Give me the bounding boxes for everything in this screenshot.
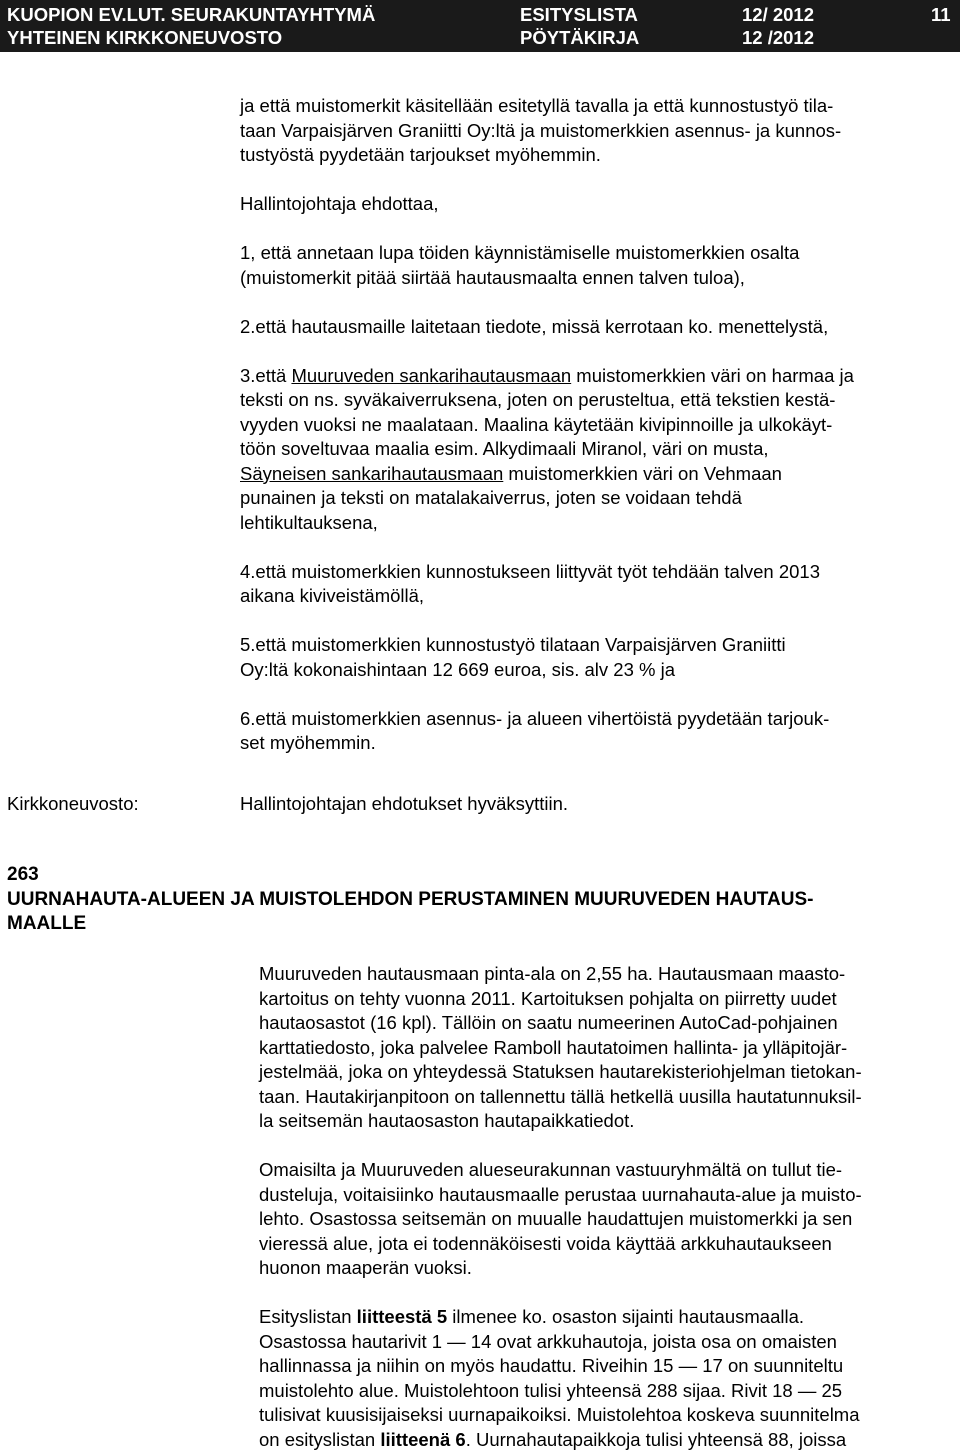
header-council: YHTEINEN KIRKKONEUVOSTO — [7, 27, 283, 48]
proposal-item-2: 2.että hautausmaille laitetaan tiedote, missä kerrotaan ko. menettelystä, — [240, 315, 829, 337]
attachment-reference: liitteenä 6 — [380, 1428, 466, 1450]
text-line: dusteluja, voitaisiinko hautausmaalle perustaa uurnahauta-alue ja muisto- — [259, 1183, 862, 1205]
previous-item-continuation — [240, 94, 920, 756]
text-line: hallinnassa ja niihin on myös haudattu. Riveihin 15 — 17 on suunniteltu — [259, 1355, 844, 1376]
text-line: muistolehto alue. Muistolehtoon tulisi yhteensä 288 sijaa. Rivit 18 — 25 — [259, 1379, 843, 1401]
section-title-line: MAALLE — [7, 913, 87, 934]
text-line: taan Varpaisjärven Graniitti Oy:ltä ja muistomerkkien asennus- ja kunnos- — [240, 119, 842, 141]
proposal-item-1: 1, että annetaan lupa töiden käynnistämiselle muistomerkkien osalta — [240, 242, 800, 263]
text-span: on esityslistan — [259, 1428, 381, 1450]
text-line: punainen ja teksti on matalakaiverrus, joten se voidaan tehdä — [240, 487, 742, 508]
header-minutes-number: 12 /2012 — [742, 27, 815, 48]
text-line: lehtikultauksena, — [240, 511, 378, 533]
text-line: kartoitus on tehty vuonna 2011. Kartoituksen pohjalta on piirretty uudet — [259, 987, 837, 1009]
text-line: hautaosastot (16 kpl). Tällöin on saatu numeerinen AutoCad-pohjainen — [259, 1012, 838, 1033]
text-line: huonon maaperän vuoksi. — [259, 1257, 472, 1278]
paragraph-1 — [259, 962, 939, 1134]
proposal-item-1-cont: (muistomerkit pitää siirtää hautausmaalta ennen talven tuloa), — [240, 266, 745, 288]
text-span: Esityslistan — [259, 1306, 357, 1327]
proposal-item-6: 6.että muistomerkkien asennus- ja alueen vihertöistä pyydetään tarjouk- — [240, 707, 830, 729]
proposal-item-3 — [240, 364, 920, 389]
text-line: töön soveltuvaa maalia esim. Alkydimaali Miranol, väri on musta, — [240, 438, 769, 459]
proposal-intro: Hallintojohtaja ehdottaa, — [240, 193, 439, 214]
text-line: vieressä alue, jota ei todennäköisesti voida käyttää arkkuhautaukseen — [259, 1232, 832, 1254]
header-doc-type-agenda: ESITYSLISTA — [520, 4, 638, 25]
proposal-item-4: 4.että muistomerkkien kunnostukseen liittyvät työt tehdään talven 2013 — [240, 560, 821, 582]
underlined-cemetery-name: Säyneisen sankarihautausmaan — [240, 462, 504, 484]
attachment-reference: liitteestä 5 — [356, 1306, 448, 1327]
text-span: muistomerkkien väri on harmaa ja — [571, 364, 854, 386]
text-line: lehto. Osastossa seitsemän on muualle haudattujen muistomerkki ja sen — [259, 1208, 853, 1229]
underlined-cemetery-name: Muuruveden sankarihautausmaan — [291, 364, 572, 386]
text-line: Muuruveden hautausmaan pinta-ala on 2,55 ha. Hautausmaan maasto- — [259, 963, 846, 984]
decision-label: Kirkkoneuvosto: — [7, 793, 139, 814]
text-line — [259, 1305, 939, 1330]
text-line: karttatiedosto, joka palvelee Ramboll hautatoimen hallinta- ja ylläpitojär- — [259, 1036, 848, 1058]
decision-text: Hallintojohtajan ehdotukset hyväksyttiin. — [240, 793, 569, 814]
text-line — [240, 462, 920, 487]
text-line: vyyden vuoksi ne maalataan. Maalina käytetään kivipinnoille ja ulkokäyt- — [240, 413, 833, 435]
text-span: muistomerkkien väri on Vehmaan — [503, 462, 782, 484]
text-span: ilmenee ko. osaston sijainti hautausmaalla. — [447, 1306, 805, 1327]
section-body — [259, 962, 939, 1452]
text-line: teksti on ns. syväkaiverruksena, joten on perusteltua, että tekstien kestä- — [240, 389, 836, 410]
section-number: 263 — [7, 864, 39, 885]
section-title-line: UURNAHAUTA-ALUEEN JA MUISTOLEHDON PERUSTAMINEN MUURUVEDEN HAUTAUS- — [7, 888, 814, 910]
paragraph-3 — [259, 1305, 939, 1452]
page-number: 11 — [931, 4, 951, 25]
text-line: tulisivat kuusisijaiseksi uurnapaikoiksi. Muistolehtoa koskeva suunnitelma — [259, 1404, 860, 1425]
header-agenda-number: 12/ 2012 — [742, 4, 815, 25]
paragraph-2 — [259, 1158, 939, 1281]
header-organization: KUOPION EV.LUT. SEURAKUNTAYHTYMÄ — [7, 4, 376, 25]
document-header — [0, 0, 960, 52]
text-line: Oy:ltä kokonaishintaan 12 669 euroa, sis. alv 23 % ja — [240, 658, 676, 680]
text-line: Osastossa hautarivit 1 — 14 ovat arkkuhautoja, joista osa on omaisten — [259, 1330, 837, 1352]
text-line: aikana kiviveistämöllä, — [240, 585, 425, 606]
text-line: ja että muistomerkit käsitellään esitetyllä tavalla ja että kunnostustyö tila- — [240, 95, 834, 116]
header-doc-type-minutes: PÖYTÄKIRJA — [520, 27, 640, 48]
section-heading — [7, 863, 947, 937]
text-span: . Uurnahautapaikkoja tulisi yhteensä 88, joissa — [465, 1428, 847, 1450]
text-line: taan. Hautakirjanpitoon on tallennettu tällä hetkellä uusilla hautatunnuksil- — [259, 1085, 862, 1107]
text-line — [259, 1428, 939, 1453]
text-line: set myöhemmin. — [240, 732, 376, 753]
proposal-item-5: 5.että muistomerkkien kunnostustyö tilataan Varpaisjärven Graniitti — [240, 634, 786, 655]
text-line: tustyöstä pyydetään tarjoukset myöhemmin. — [240, 144, 601, 165]
text-line: jestelmää, joka on yhteydessä Statuksen hautarekisteriohjelman tietokan- — [259, 1061, 862, 1082]
text-line: la seitsemän hautaosaston hautapaikkatiedot. — [259, 1110, 635, 1131]
text-span: 3.että — [240, 364, 292, 386]
text-line: Omaisilta ja Muuruveden alueseurakunnan vastuuryhmältä on tullut tie- — [259, 1159, 843, 1180]
